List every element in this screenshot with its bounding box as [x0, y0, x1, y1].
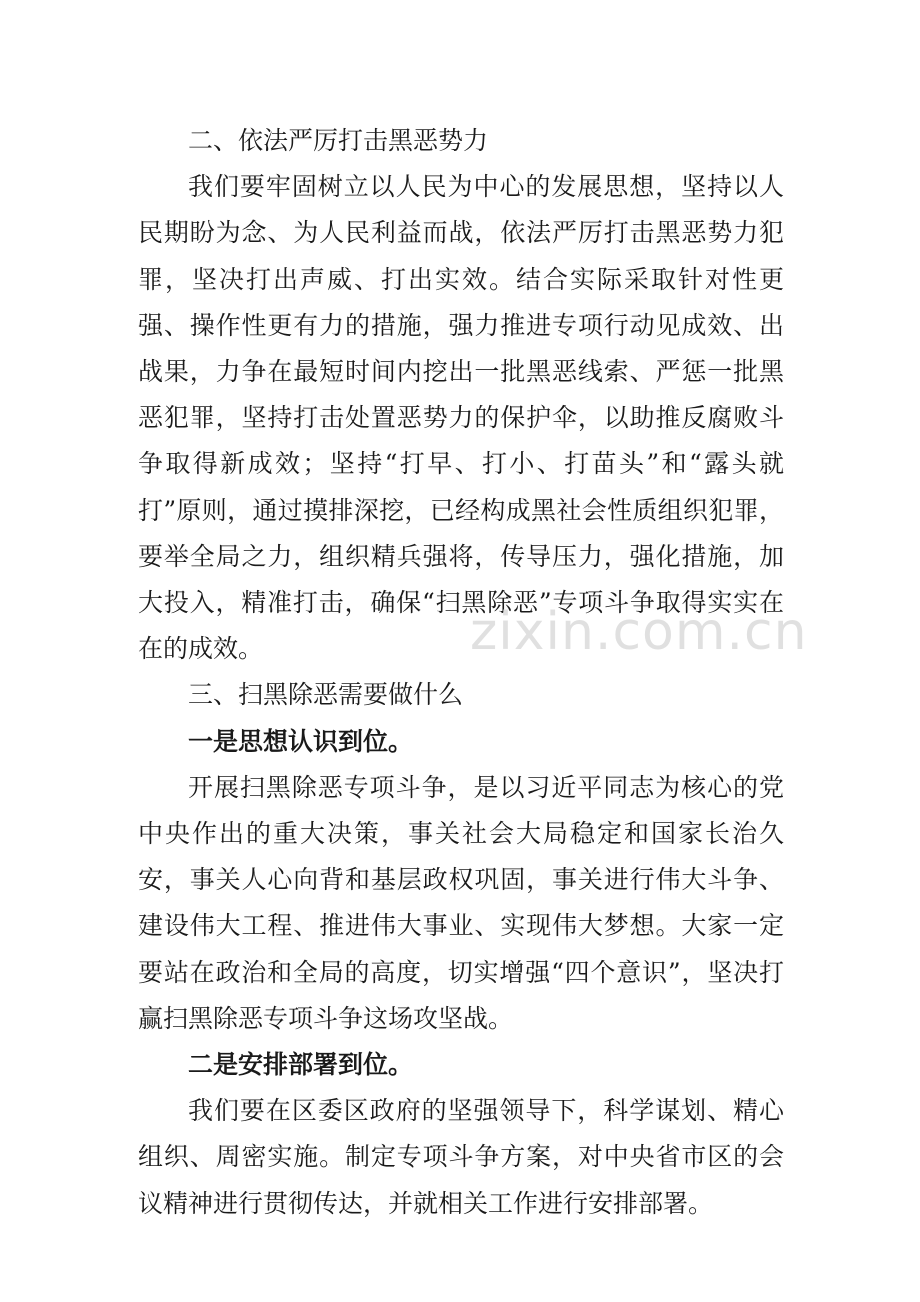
body-paragraph: 开展扫黑除恶专项斗争，是以习近平同志为核心的党中央作出的重大决策，事关社会大局稳定和国家长治久安，事关人心向背和基层政权巩固，事关进行伟大斗争、建设伟大工程、推进伟大事业、实现伟大梦想。大家一定要站在政治和全局的高度，切实增强“四个意识”，坚决打赢扫黑除恶专项斗争这场攻坚战。 — [138, 772, 784, 1033]
section-heading-3: 三、扫黑除恶需要做什么 — [188, 680, 464, 710]
body-paragraph: 我们要牢固树立以人民为中心的发展思想，坚持以人民期盼为念、为人民利益而战，依法严厉打击黑恶势力犯罪，坚决打出声威、打出实效。结合实际采取针对性更强、操作性更有力的措施，强力推进专项行动见成效、出战果，力争在最短时间内挖出一批黑恶线索、严惩一批黑恶犯罪，坚持打击处置恶势力的保护伞，以助推反腐败斗争取得新成效；坚持“打早、打小、打苗头”和“露头就打”原则，通过摸排深挖，已经构成黑社会性质组织犯罪，要举全局之力，组织精兵强将，传导压力，强化措施，加大投入，精准打击，确保“扫黑除恶”专项斗争取得实实在在的成效。 — [138, 172, 784, 664]
body-paragraph: 我们要在区委区政府的坚强领导下，科学谋划、精心组织、周密实施。制定专项斗争方案，对中央省市区的会议精神进行贯彻传达，并就相关工作进行安排部署。 — [138, 1096, 784, 1218]
subheading-thinking: 一是思想认识到位。 — [188, 726, 414, 756]
section-heading-2: 二、依法严厉打击黑恶势力 — [188, 126, 489, 155]
subheading-deployment: 二是安排部署到位。 — [188, 1050, 414, 1080]
document-body — [138, 118, 784, 1227]
watermark: zixin.com.cn — [470, 602, 808, 662]
